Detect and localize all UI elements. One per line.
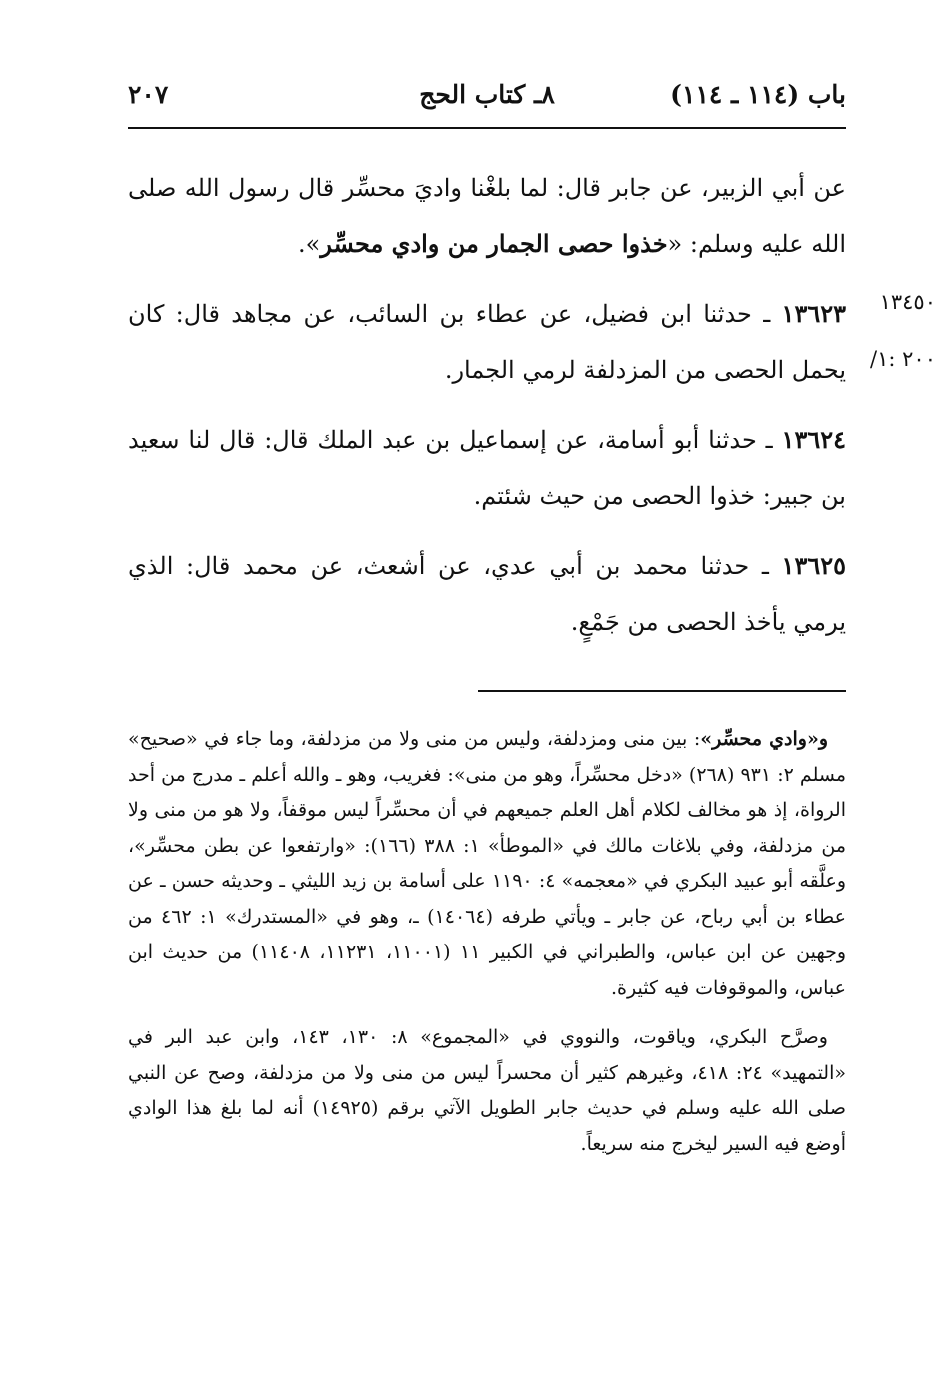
footnote-text: وصرَّح البكري، وياقوت، والنووي في «المجموع» ٨: ١٣٠، ١٤٣، وابن عبد البر في «التمهيد» ٢٤: ٤١٨، وغيرهم كثير أن محسراً ليس من منى ولا من مزدلفة، وصح عن النبي صلى الله عليه وسلم في حديث جابر الطويل الآتي برقم (١٤٩٢٥) أنه لما بلغ هذا الوادي أوضع فيه السير ليخرج منه سريعاً. [128, 1026, 846, 1155]
chapter-range: باب (١١٤ ـ ١١٤) [670, 80, 846, 109]
hadith-13623 [128, 286, 846, 398]
main-text [128, 160, 846, 664]
hadith-13625 [128, 538, 846, 650]
running-header [128, 78, 846, 118]
hadith-text: ـ حدثنا أبو أسامة، عن إسماعيل بن عبد الملك قال: قال لنا سعيد بن جبير: خذوا الحصى من حيث شئتم. [128, 426, 846, 510]
header-divider [128, 127, 846, 129]
hadith-text: ـ حدثنا ابن فضيل، عن عطاء بن السائب، عن مجاهد قال: كان يحمل الحصى من المزدلفة لرمي الجمار. [128, 300, 846, 384]
prophetic-quote: خذوا حصى الجمار من وادي محسِّر [320, 229, 668, 258]
footnote-1 [128, 722, 846, 1006]
footnote-text: : بين منى ومزدلفة، وليس من منى ولا من مزدلفة، وما جاء في «صحيح» مسلم ٢: ٩٣١ (٢٦٨) «دخل محسِّراً، وهو من منى»: فغريب، وهو ـ والله أعلم ـ مدرج من أحد الرواة، إذ هو مخالف لكلام أهل العلم جميعهم في أن محسِّراً ليس موقفاً، ولا هو من منى ولا من مزدلفة، وفي بلاغات مالك في «الموطأ» ١: ٣٨٨ (١٦٦): «وارتفعوا عن بطن محسِّر»، وعلَّقه أبو عبيد البكري في «معجمه» ٤: ١١٩٠ على أسامة بن زيد الليثي ـ وحديثه حسن ـ عن عطاء بن أبي رباح، عن جابر ـ ويأتي طرفه (١٤٠٦٤) ـ، وهو في «المستدرك» ١: ٤٦٢ من وجهين عن ابن عباس، والطبراني في الكبير ١١ (١١٠٠١، ١١٢٣١، ١١٤٠٨) من حديث ابن عباس، والموقوفات فيه كثيرة. [128, 728, 847, 999]
hadith-13624 [128, 412, 846, 524]
hadith-number: ١٣٦٢٥ [781, 551, 846, 580]
footnote-2 [128, 1020, 846, 1162]
quote-close: ». [298, 230, 321, 258]
margin-reference-number: ١٣٤٥٠ [879, 290, 936, 314]
footnote-term: و«وادي محسِّر» [700, 728, 828, 750]
hadith-number: ١٣٦٢٣ [781, 299, 846, 328]
hadith-text: ـ حدثنا محمد بن أبي عدي، عن أشعث، عن محمد قال: الذي يرمي يأخذ الحصى من جَمْعٍ. [128, 552, 846, 636]
hadith-continuation [128, 160, 846, 272]
footnote-divider [478, 690, 846, 692]
hadith-number: ١٣٦٢٤ [781, 425, 846, 454]
margin-reference-volume-page: ٢٠٠ :١/ [870, 347, 936, 371]
footnotes [128, 722, 846, 1176]
hadith-text: عن أبي الزبير، عن جابر قال: لما بلغْنا واديَ محسِّر قال رسول الله صلى الله عليه وسلم: « [128, 174, 846, 258]
book-title: ٨ـ كتاب الحج [419, 80, 555, 109]
page-number: ٢٠٧ [128, 80, 169, 109]
